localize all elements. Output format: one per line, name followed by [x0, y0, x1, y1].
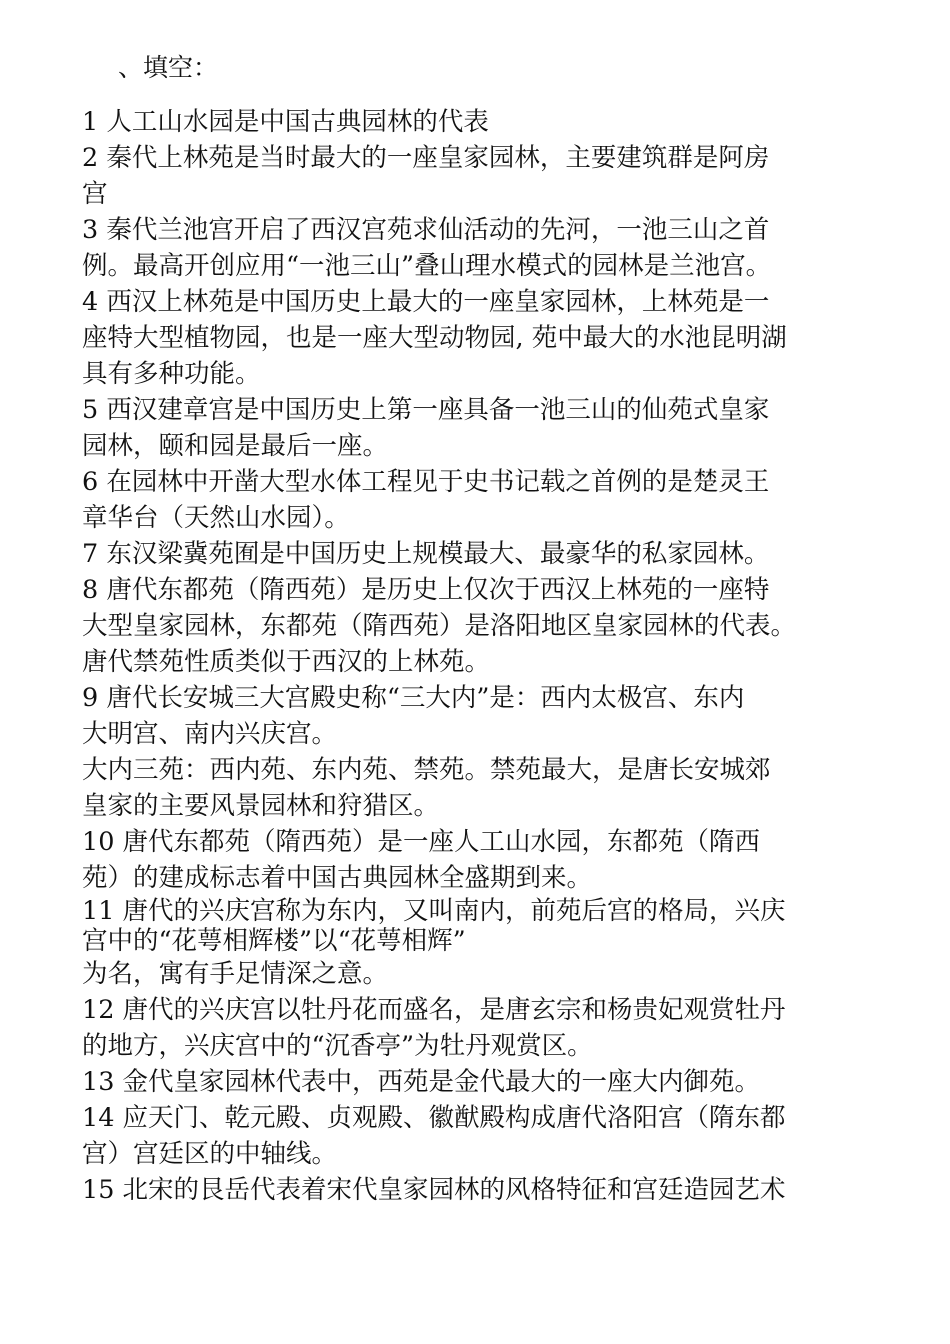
list-item: 14 应天门、乾元殿、贞观殿、徽猷殿构成唐代洛阳宫（隋东都 宫）宫廷区的中轴线。	[82, 1103, 786, 1169]
list-item: 6 在园林中开凿大型水体工程见于史书记载之首例的是楚灵王 章华台（天然山水园）。	[82, 467, 770, 533]
list-item: 4 西汉上林苑是中国历史上最大的一座皇家园林，上林苑是一 座特大型植物园，也是一座大型动物园, 苑中最大的水池昆明湖 具有多种功能。	[82, 287, 787, 389]
list-item: 8 唐代东都苑（隋西苑）是历史上仅次于西汉上林苑的一座特 大型皇家园林，东都苑（隋西苑）是洛阳地区皇家园林的代表。 唐代禁苑性质类似于西汉的上林苑。	[82, 575, 797, 677]
list-item: 9 唐代长安城三大宫殿史称“三大内”是：西内太极宫、东内 大明宫、南内兴庆宫。	[82, 683, 745, 749]
list-item: 大内三苑：西内苑、东内苑、禁苑。禁苑最大，是唐长安城郊 皇家的主要风景园林和狩猎区。	[82, 755, 771, 821]
document-page	[82, 52, 882, 1208]
list-item: 3 秦代兰池宫开启了西汉宫苑求仙活动的先河，一池三山之首 例。最高开创应用“一池三山”叠山理水模式的园林是兰池宫。	[82, 215, 772, 281]
list-item: 2 秦代上林苑是当时最大的一座皇家园林，主要建筑群是阿房 宫	[82, 143, 770, 209]
list-item: 1 人工山水园是中国古典园林的代表	[82, 107, 489, 137]
list-item: 5 西汉建章宫是中国历史上第一座具备一池三山的仙苑式皇家 园林，颐和园是最后一座。	[82, 395, 770, 461]
list-item: 15 北宋的艮岳代表着宋代皇家园林的风格特征和宫廷造园艺术	[82, 1175, 786, 1205]
section-heading: 、填空：	[118, 53, 219, 82]
list-item: 13 金代皇家园林代表中，西苑是金代最大的一座大内御苑。	[82, 1067, 761, 1097]
list-item: 为名，寓有手足情深之意。	[82, 959, 389, 989]
list-item: 11 唐代的兴庆宫称为东内，又叫南内，前苑后宫的格局，兴庆 宫中的“花萼相辉楼”以“花萼相辉”	[82, 896, 786, 956]
list-item: 12 唐代的兴庆宫以牡丹花而盛名，是唐玄宗和杨贵妃观赏牡丹 的地方，兴庆宫中的“沉香亭”为牡丹观赏区。	[82, 995, 786, 1061]
list-item: 7 东汉梁冀苑囿是中国历史上规模最大、最豪华的私家园林。	[82, 539, 770, 569]
list-item: 10 唐代东都苑（隋西苑）是一座人工山水园，东都苑（隋西 苑）的建成标志着中国古典园林全盛期到来。	[82, 827, 761, 893]
